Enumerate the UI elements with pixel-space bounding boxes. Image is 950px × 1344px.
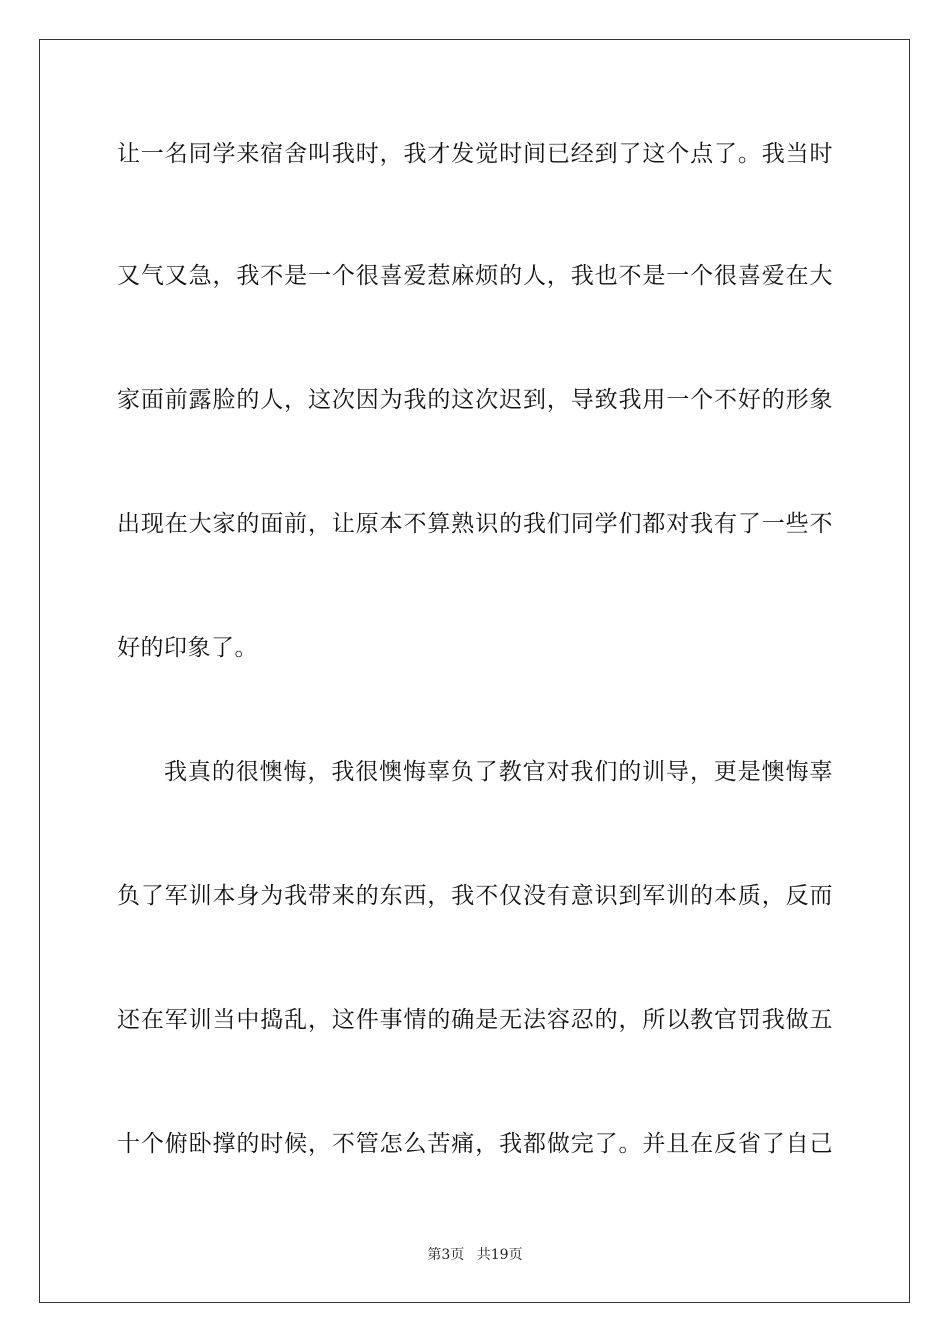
body-text-line: 让一名同学来宿舍叫我时，我才发觉时间已经到了这个点了。我当时 — [117, 141, 833, 167]
body-text-line: 我真的很懊悔，我很懊悔辜负了教官对我们的训导，更是懊悔辜 — [164, 759, 833, 785]
body-text-line: 好的印象了。 — [117, 635, 258, 661]
page-footer — [0, 1246, 950, 1264]
body-text-line: 又气又急，我不是一个很喜爱惹麻烦的人，我也不是一个很喜爱在大 — [117, 263, 833, 289]
body-text-line: 负了军训本身为我带来的东西，我不仅没有意识到军训的本质，反而 — [117, 883, 833, 909]
body-text-line: 家面前露脸的人，这次因为我的这次迟到，导致我用一个不好的形象 — [117, 387, 833, 413]
page-border — [39, 39, 910, 1303]
body-text-line: 出现在大家的面前，让原本不算熟识的我们同学们都对我有了一些不 — [117, 511, 833, 537]
body-text-line: 还在军训当中捣乱，这件事情的确是无法容忍的，所以教官罚我做五 — [117, 1007, 833, 1033]
body-text-line: 十个俯卧撑的时候，不管怎么苦痛，我都做完了。并且在反省了自己 — [117, 1131, 833, 1157]
page-number: 第3页 — [427, 1247, 465, 1263]
page-total: 共19页 — [476, 1247, 523, 1263]
